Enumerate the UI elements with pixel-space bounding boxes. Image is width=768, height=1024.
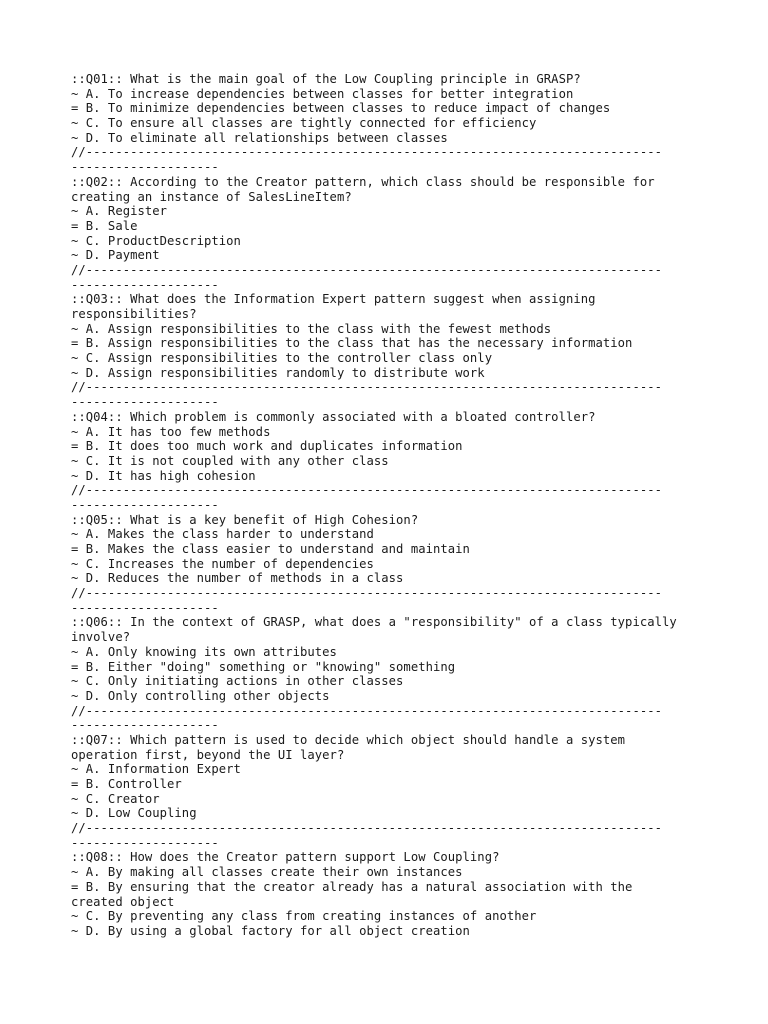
separator-line: //------------------------------------------------------------------------------ bbox=[71, 483, 662, 498]
answer-line: ~ C. To ensure all classes are tightly connected for efficiency bbox=[71, 116, 537, 131]
separator-line-continued: -------------------- bbox=[71, 835, 219, 850]
answer-line: = B. Sale bbox=[71, 218, 138, 233]
question-line: ::Q01:: What is the main goal of the Low Coupling principle in GRASP? bbox=[71, 72, 581, 86]
answer-line: = B. Either "doing" something or "knowing" something bbox=[71, 659, 456, 674]
answer-line: ~ A. Information Expert bbox=[71, 762, 241, 777]
answer-line: ~ C. By preventing any class from creating instances of another bbox=[71, 909, 537, 924]
answer-line: creating an instance of SalesLineItem? bbox=[71, 189, 352, 204]
question-line: ::Q02:: According to the Creator pattern, which class should be responsible for bbox=[71, 174, 655, 189]
separator-line-continued: -------------------- bbox=[71, 497, 219, 512]
separator-line-continued: -------------------- bbox=[71, 600, 219, 615]
question-line: ::Q04:: Which problem is commonly associated with a bloated controller? bbox=[71, 409, 596, 424]
answer-line: responsibilities? bbox=[71, 307, 197, 321]
answer-line: ~ A. Makes the class harder to understand bbox=[71, 527, 374, 542]
question-block bbox=[71, 850, 701, 938]
answer-line: ~ A. By making all classes create their own instances bbox=[71, 865, 463, 880]
question-line: ::Q06:: In the context of GRASP, what does a "responsibility" of a class typically bbox=[71, 615, 677, 630]
answer-line: ~ A. Only knowing its own attributes bbox=[71, 644, 337, 659]
answer-line: ~ D. Reduces the number of methods in a class bbox=[71, 571, 404, 586]
question-line: ::Q07:: Which pattern is used to decide which object should handle a system bbox=[71, 732, 626, 747]
answer-line: operation first, beyond the UI layer? bbox=[71, 747, 345, 762]
separator-line: //------------------------------------------------------------------------------ bbox=[71, 380, 662, 395]
answer-line: ~ D. By using a global factory for all object creation bbox=[71, 923, 470, 938]
answer-line: created object bbox=[71, 894, 175, 909]
answer-line: = B. Controller bbox=[71, 777, 182, 791]
question-block bbox=[71, 733, 701, 821]
answer-line: ~ C. Increases the number of dependencies bbox=[71, 556, 374, 571]
answer-line: = B. It does too much work and duplicates information bbox=[71, 439, 463, 454]
question-line: ::Q05:: What is a key benefit of High Cohesion? bbox=[71, 512, 419, 527]
question-block bbox=[71, 175, 701, 263]
separator-line: //------------------------------------------------------------------------------ bbox=[71, 145, 662, 160]
answer-line: = B. Makes the class easier to understand and maintain bbox=[71, 542, 470, 556]
answer-line: ~ D. It has high cohesion bbox=[71, 468, 256, 483]
answer-line: ~ A. Register bbox=[71, 204, 168, 219]
separator-line: //------------------------------------------------------------------------------ bbox=[71, 703, 662, 718]
separator-line: //------------------------------------------------------------------------------ bbox=[71, 586, 662, 601]
answer-line: ~ C. Assign responsibilities to the controller class only bbox=[71, 351, 493, 366]
answer-line: ~ C. Only initiating actions in other classes bbox=[71, 674, 404, 689]
answer-line: ~ D. Assign responsibilities randomly to distribute work bbox=[71, 365, 485, 380]
separator-line-continued: -------------------- bbox=[71, 718, 219, 733]
answer-line: involve? bbox=[71, 630, 131, 645]
question-line: ::Q03:: What does the Information Expert pattern suggest when assigning bbox=[71, 292, 596, 307]
answer-line: ~ A. To increase dependencies between classes for better integration bbox=[71, 86, 574, 101]
answer-line: ~ D. To eliminate all relationships between classes bbox=[71, 130, 448, 145]
question-line: ::Q08:: How does the Creator pattern support Low Coupling? bbox=[71, 850, 500, 865]
answer-line: ~ C. Creator bbox=[71, 791, 160, 806]
answer-line: ~ A. Assign responsibilities to the class with the fewest methods bbox=[71, 321, 552, 336]
quiz-content bbox=[71, 72, 701, 939]
answer-line: = B. Assign responsibilities to the class that has the necessary information bbox=[71, 336, 633, 351]
question-block bbox=[71, 410, 701, 483]
answer-line: ~ D. Only controlling other objects bbox=[71, 688, 330, 703]
separator-line-continued: -------------------- bbox=[71, 277, 219, 292]
answer-line: ~ D. Payment bbox=[71, 248, 160, 263]
answer-line: ~ C. ProductDescription bbox=[71, 233, 241, 248]
question-block bbox=[71, 292, 701, 380]
answer-line: ~ A. It has too few methods bbox=[71, 424, 271, 439]
separator-line-continued: -------------------- bbox=[71, 395, 219, 410]
question-block bbox=[71, 513, 701, 586]
document-page bbox=[71, 72, 701, 939]
answer-line: ~ C. It is not coupled with any other class bbox=[71, 453, 389, 468]
question-block bbox=[71, 615, 701, 703]
answer-line: = B. By ensuring that the creator already has a natural association with the bbox=[71, 879, 633, 894]
separator-line-continued: -------------------- bbox=[71, 160, 219, 175]
question-block bbox=[71, 72, 701, 145]
answer-line: ~ D. Low Coupling bbox=[71, 806, 197, 821]
separator-line: //------------------------------------------------------------------------------ bbox=[71, 821, 662, 836]
answer-line: = B. To minimize dependencies between classes to reduce impact of changes bbox=[71, 101, 611, 116]
separator-line: //------------------------------------------------------------------------------ bbox=[71, 262, 662, 277]
